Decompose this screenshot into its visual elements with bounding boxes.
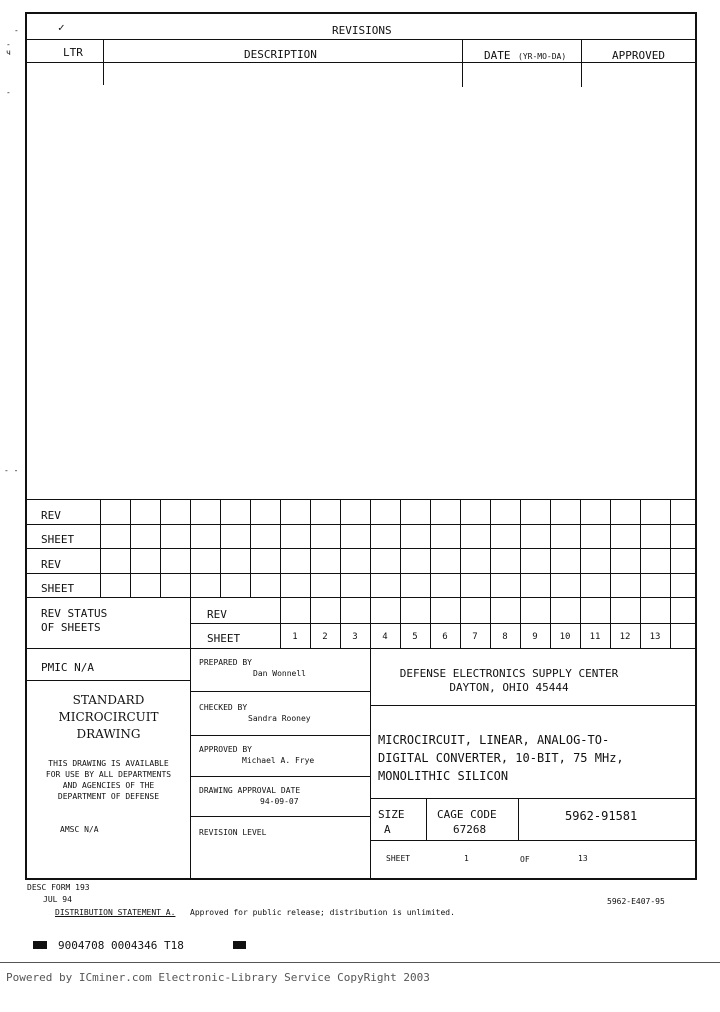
col-description: DESCRIPTION: [244, 48, 317, 61]
sheet-number: 11: [589, 632, 601, 642]
rev-status-label: REV STATUS: [41, 607, 108, 620]
distribution-statement-text: Approved for public release; distribution is unlimited.: [190, 908, 455, 917]
of-label: OF: [520, 855, 530, 864]
amsc-label: AMSC N/A: [60, 825, 99, 834]
agency-name: DEFENSE ELECTRONICS SUPPLY CENTER: [399, 667, 619, 680]
checked-by-label: CHECKED BY: [199, 703, 248, 712]
sheet-number: 10: [559, 632, 571, 642]
cage-code-label: CAGE CODE: [437, 808, 497, 821]
sheet-number: 6: [442, 632, 448, 642]
approval-date-label: DRAWING APPROVAL DATE: [199, 786, 301, 795]
standard-title: DRAWING: [76, 727, 141, 741]
agency-address: DAYTON, OHIO 45444: [449, 681, 569, 694]
sheet-number: 4: [382, 632, 388, 642]
sheet-value: 1: [464, 854, 469, 863]
cage-code-value: 67268: [453, 823, 487, 836]
standard-title: MICROCIRCUIT: [58, 710, 159, 724]
of-value: 13: [578, 854, 588, 863]
margin-tick: -: [6, 88, 11, 97]
distribution-statement-label: DISTRIBUTION STATEMENT A.: [55, 908, 176, 917]
sheet-label: SHEET: [386, 854, 411, 863]
standard-microcircuit-drawing: [27, 692, 190, 743]
document-code: 5962-E407-95: [607, 897, 665, 906]
margin-tick: -: [6, 40, 11, 49]
form-date: JUL 94: [43, 895, 72, 904]
drawing-title: MICROCIRCUIT, LINEAR, ANALOG-TO- DIGITAL CONVERTER, 10-BIT, 75 MHz, MONOLITHIC SILICON: [378, 733, 624, 783]
size-label: SIZE: [378, 808, 405, 821]
sheet-number: 8: [502, 632, 508, 642]
powered-by: Powered by ICminer.com Electronic-Library Service CopyRight 2003: [6, 971, 430, 984]
col-date-format: (YR-MO-DA): [518, 52, 567, 61]
of-sheets-label: OF SHEETS: [41, 621, 101, 634]
grid-row-label: REV: [41, 509, 61, 522]
col-date: DATE: [484, 49, 511, 62]
agency-block: [370, 667, 648, 695]
approved-by-label: APPROVED BY: [199, 745, 252, 754]
prepared-by-label: PREPARED BY: [199, 658, 252, 667]
sheet-number: 12: [619, 632, 631, 642]
prepared-by-name: Dan Wonnell: [253, 669, 306, 678]
grid-row-label: SHEET: [41, 582, 75, 595]
revision-level-label: REVISION LEVEL: [199, 828, 267, 837]
size-value: A: [384, 823, 391, 836]
col-ltr: LTR: [63, 46, 83, 59]
sheet-number: 5: [412, 632, 418, 642]
approval-date: 94-09-07: [260, 797, 299, 806]
sheet-number: 13: [649, 632, 661, 642]
margin-tick: - -: [4, 466, 19, 475]
revisions-title: REVISIONS: [332, 24, 392, 37]
barcode-block-icon: [233, 941, 246, 949]
check-mark: ✓: [58, 21, 65, 34]
margin-tick: -: [14, 26, 19, 35]
pmic-label: PMIC N/A: [41, 661, 94, 674]
grid-row-label: SHEET: [41, 533, 75, 546]
standard-title: STANDARD: [72, 693, 145, 707]
drawing-number: 5962-91581: [565, 809, 638, 823]
sheet-number: 1: [292, 632, 298, 642]
form-number: DESC FORM 193: [27, 883, 90, 892]
sheet-number: 2: [322, 632, 328, 642]
barcode-text: 9004708 0004346 T18: [58, 939, 184, 952]
checked-by-name: Sandra Rooney: [248, 714, 311, 723]
barcode-block-icon: [33, 941, 47, 949]
sheet-number: 9: [532, 632, 538, 642]
margin-tick: ч: [6, 48, 11, 57]
sheet-number: 3: [352, 632, 358, 642]
col-approved: APPROVED: [612, 49, 665, 62]
availability-statement: THIS DRAWING IS AVAILABLE FOR USE BY ALL DEPARTMENTS AND AGENCIES OF THE DEPARTMENT OF DEFENSE: [45, 759, 172, 801]
rev-label: REV: [207, 608, 227, 621]
sheet-number: 7: [472, 632, 478, 642]
grid-row-label: REV: [41, 558, 61, 571]
sheet-label: SHEET: [207, 632, 241, 645]
approved-by-name: Michael A. Frye: [242, 756, 315, 765]
